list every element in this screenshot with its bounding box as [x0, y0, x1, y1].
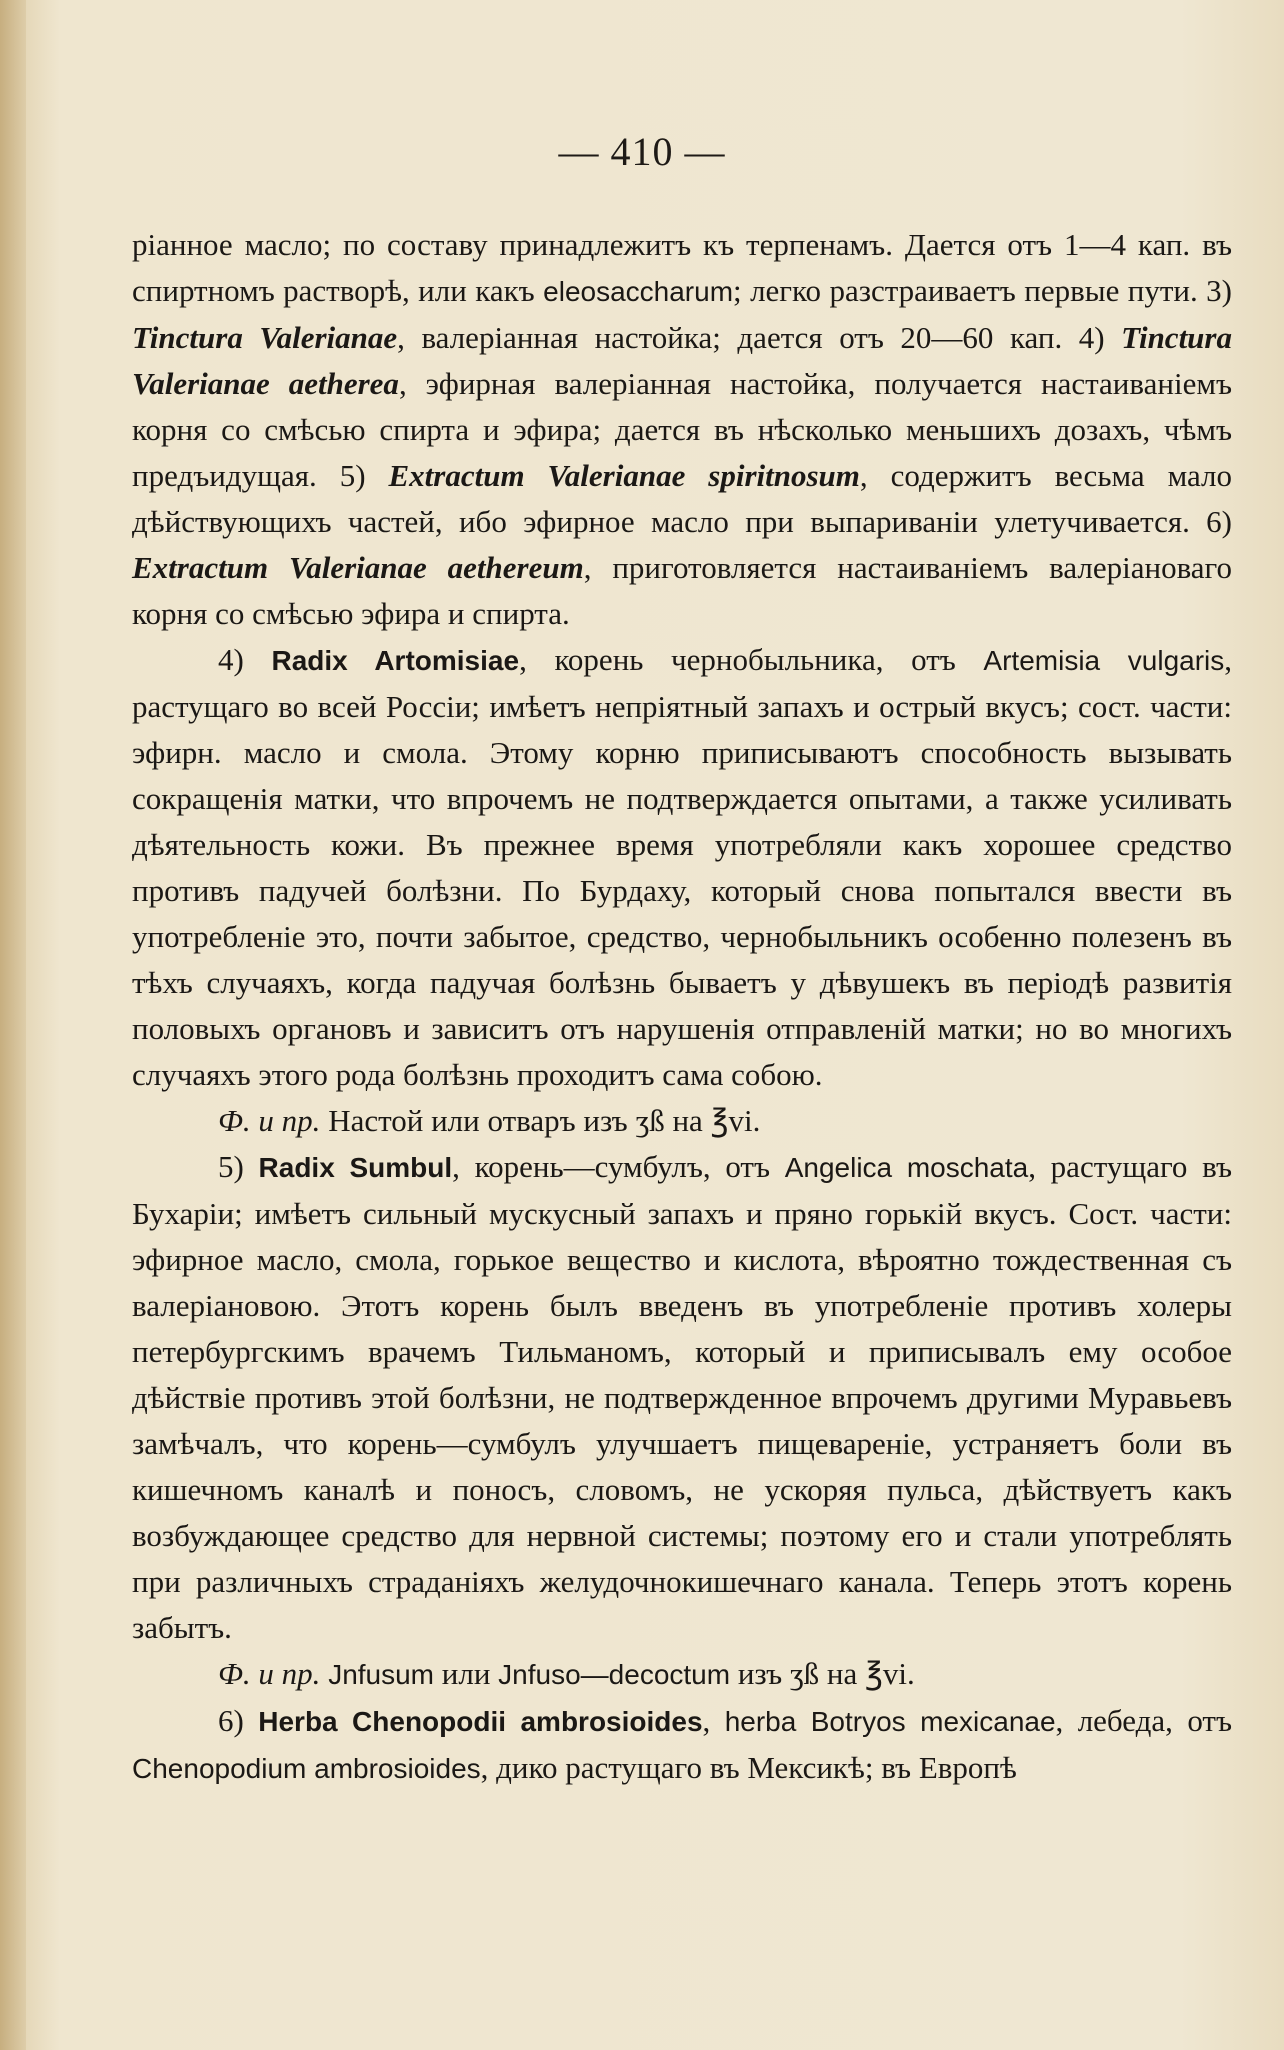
- text-segment-plain: ріанное масло; по составу принадлежитъ къ терпенамъ. Дается отъ 1—4 кап. въ спиртномъ растворѣ, или какъ: [132, 227, 1232, 308]
- text-segment-latin: Artemisia vulgaris: [983, 645, 1225, 676]
- text-segment-latin: herba Botryos mexicanae: [724, 1706, 1056, 1737]
- text-segment-latin: Angelica moschata: [784, 1152, 1029, 1183]
- paragraph-radix-artemisiae: [132, 637, 1232, 1098]
- text-segment-latin-italic: Extractum Valerianae spiritnosum: [388, 458, 860, 493]
- paragraph-herba-chenopodii: [132, 1698, 1232, 1792]
- text-segment-latin: Jnfuso—decoctum: [498, 1659, 731, 1690]
- text-segment-plain: ,: [702, 1703, 725, 1738]
- text-segment-plain: ; легко разстраиваетъ первые пути. 3): [733, 273, 1233, 308]
- text-segment-plain: , приготовляется настаиваніемъ валеріановаго корня со смѣсью эфира и спирта.: [132, 550, 1232, 631]
- text-segment-plain: Настой или отваръ изъ ʒß на ℥vi.: [320, 1103, 761, 1138]
- text-segment-plain: , растущаго во всей Россіи; имѣетъ непріятный запахъ и острый вкусъ; сост. части: эфирн. масло и смола. Этому корню приписываютъ способность вызывать сокращенія матки, что впрочемъ не подтверждается опытами, а также усиливать дѣятельность кожи. Въ прежнее время употребляли какъ хорошее средство противъ падучей болѣзни. По Бурдаху, который снова попытался ввести въ употребленіе это, почти забытое, средство, чернобыльникъ особенно полезенъ въ тѣхъ случаяхъ, когда падучая болѣзнь бываетъ у дѣвушекъ въ періодѣ развитія половыхъ органовъ и зависитъ отъ нарушенія отправленій матки; но во многихъ случаяхъ этого рода болѣзнь проходитъ сама собою.: [132, 642, 1233, 1092]
- binding-edge: [0, 0, 26, 2050]
- text-segment-plain: , эфирная валеріанная настойка, получается настаиваніемъ корня со смѣсью спирта и эфира; дается въ нѣсколько меньшихъ дозахъ, чѣмъ предъидущая. 5): [132, 366, 1232, 493]
- text-segment-plain: , дико растущаго въ Мексикѣ; въ Европѣ: [480, 1750, 1017, 1785]
- text-segment-latin-italic: Tinctura Valerianae: [132, 320, 398, 355]
- page-number: — 410 —: [558, 129, 726, 174]
- text-segment-latin: eleosaccharum: [543, 276, 734, 307]
- text-segment-latin-bold: Radix Sumbul: [258, 1152, 453, 1183]
- paragraph-valerian-continued: [132, 222, 1232, 637]
- text-segment-latin: Jnfusum: [328, 1659, 435, 1690]
- text-segment-plain: , валеріанная настойка; дается отъ 20—60 кап. 4): [397, 320, 1122, 355]
- text-segment-latin: Chenopodium ambrosioides: [132, 1753, 481, 1784]
- text-segment-plain: , содержитъ весьма мало дѣйствующихъ частей, ибо эфирное масло при выпариваніи улетучивается. 6): [132, 458, 1232, 539]
- paragraph-formula-1: [132, 1098, 1232, 1144]
- text-segment-latin-bold: Radix Artomisiae: [271, 645, 520, 676]
- text-segment-plain: 6): [218, 1703, 259, 1738]
- text-segment-plain: 4): [218, 642, 272, 677]
- text-segment-latin-italic: Tinctura Valerianae aetherea: [132, 320, 1232, 401]
- paragraph-radix-sumbul: [132, 1144, 1232, 1651]
- text-segment-plain: изъ ʒß на ℥vi.: [730, 1656, 915, 1691]
- paragraph-formula-2: [132, 1651, 1232, 1698]
- text-segment-latin-bold: Herba Chenopodii ambrosioides: [258, 1706, 703, 1737]
- text-segment-rx: Ф. и пр.: [218, 1103, 321, 1138]
- text-segment-plain: 5): [218, 1149, 259, 1184]
- text-segment-plain: , лебеда, отъ: [1055, 1703, 1232, 1738]
- text-segment-plain: , корень чернобыльника, отъ: [519, 642, 984, 677]
- text-segment-rx: Ф. и пр.: [218, 1656, 321, 1691]
- text-segment-plain: , корень—сумбулъ, отъ: [452, 1149, 785, 1184]
- body-text: [132, 222, 1232, 1792]
- text-segment-plain: или: [434, 1656, 499, 1691]
- text-segment-plain: , растущаго въ Бухаріи; имѣетъ сильный мускусный запахъ и пряно горькій вкусъ. Сост. части: эфирное масло, смола, горькое вещество и кислота, вѣроятно тождественная съ валеріановою. Этотъ корень былъ введенъ въ употребленіе противъ холеры петербургскимъ врачемъ Тильманомъ, который и приписывалъ ему особое дѣйствіе противъ этой болѣзни, не подтвержденное впрочемъ другими Муравьевъ замѣчалъ, что корень—сумбулъ улучшаетъ пищевареніе, устраняетъ боли въ кишечномъ каналѣ и поносъ, словомъ, не ускоряя пульса, дѣйствуетъ какъ возбуждающее средство для нервной системы; поэтому его и стали употреблять при различныхъ страданіяхъ желудочнокишечнаго канала. Теперь этотъ корень забытъ.: [132, 1149, 1233, 1645]
- text-segment-latin-italic: Extractum Valerianae aethereum: [132, 550, 584, 585]
